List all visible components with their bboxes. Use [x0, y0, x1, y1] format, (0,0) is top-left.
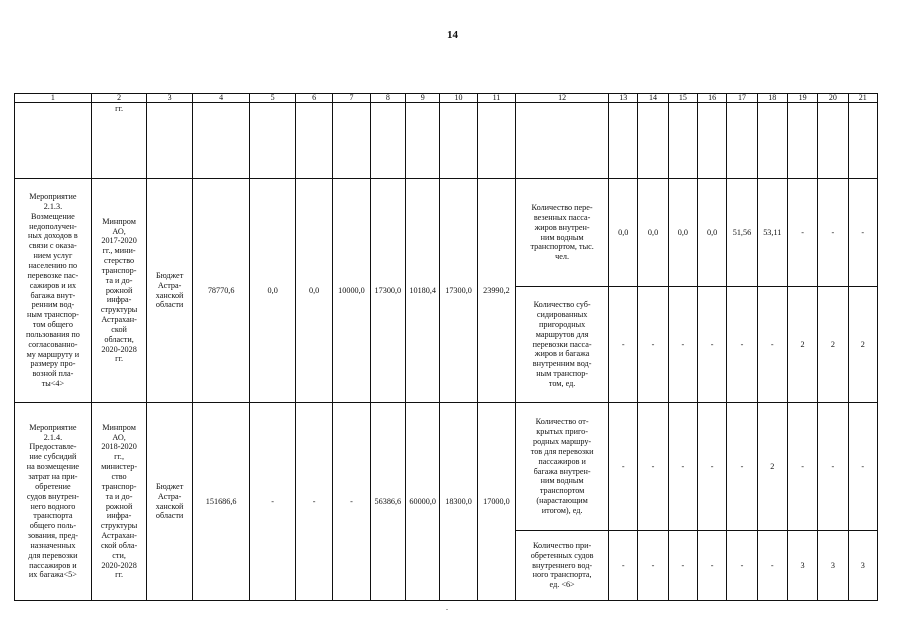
indicator-value: -	[727, 531, 757, 601]
carry-over-cell: гг.	[91, 103, 147, 179]
indicator-value: -	[848, 403, 877, 531]
year-amount: 17300,0	[440, 179, 477, 403]
column-number: 10	[440, 94, 477, 103]
carry-over-row	[15, 103, 878, 179]
column-number: 20	[818, 94, 848, 103]
year-amount: 23990,2	[477, 179, 515, 403]
indicator-value: -	[757, 531, 787, 601]
executor: Минпром АО, 2017-2020 гг., мини- стерство транспор- та и до- рожной инфра- структуры Астрахан- ской области, 2020-2028 гг.	[91, 179, 147, 403]
measure-name: Мероприятие 2.1.3. Возмещение недополучен- ных доходов в связи с оказа- нием услуг населению по перевозке пас- сажиров и их багажа внут- ренним вод- ным транспор- том общего пользования по согласованно- му маршруту и размеру про- возной пла- ты<4>	[15, 179, 92, 403]
year-amount: 17000,0	[477, 403, 515, 601]
indicator-value: -	[757, 287, 787, 403]
funding-source: Бюджет Астра- ханской области	[147, 403, 192, 601]
table-row	[15, 179, 878, 287]
year-amount: 0,0	[295, 179, 332, 403]
year-amount: -	[295, 403, 332, 601]
indicator-value: -	[698, 403, 727, 531]
column-number: 18	[757, 94, 787, 103]
indicator-value: 51,56	[727, 179, 757, 287]
year-amount: 10000,0	[333, 179, 370, 403]
indicator-value: 3	[787, 531, 817, 601]
indicator-value: -	[848, 179, 877, 287]
column-number: 7	[333, 94, 370, 103]
table-row	[15, 403, 878, 531]
indicator-value: -	[818, 179, 848, 287]
indicator-value: -	[698, 287, 727, 403]
column-number: 2	[91, 94, 147, 103]
column-number: 17	[727, 94, 757, 103]
indicator-value: -	[638, 531, 668, 601]
indicator-value: -	[609, 403, 638, 531]
column-number: 3	[147, 94, 192, 103]
indicator-name: Количество суб- сидированных пригородных маршрутов для перевозки пасса- жиров и багажа внутренним вод- ным транспор- том, ед.	[516, 287, 609, 403]
funding-source: Бюджет Астра- ханской области	[147, 179, 192, 403]
indicator-value: -	[638, 403, 668, 531]
year-amount: 10180,4	[406, 179, 440, 403]
column-number: 12	[516, 94, 609, 103]
year-amount: -	[333, 403, 370, 601]
year-amount: 60000,0	[406, 403, 440, 601]
column-number: 6	[295, 94, 332, 103]
total-amount: 151686,6	[192, 403, 250, 601]
executor: Минпром АО, 2018-2020 гг., министер- ство транспор- та и до- рожной инфра- структуры Астрахан- ской обла- сти, 2020-2028 гг.	[91, 403, 147, 601]
program-table	[14, 93, 878, 601]
measure-name: Мероприятие 2.1.4. Предоставле- ние субсидий на возмещение затрат на при- обретение судов внутрен- него водного транспорта общего поль- зования, пред- назначенных для перевозки пассажиров и их багажа<5>	[15, 403, 92, 601]
footer-mark: .	[446, 603, 448, 612]
indicator-value: 3	[848, 531, 877, 601]
column-number: 13	[609, 94, 638, 103]
year-amount: 18300,0	[440, 403, 477, 601]
column-number: 19	[787, 94, 817, 103]
year-amount: 56386,6	[370, 403, 405, 601]
indicator-value: -	[609, 531, 638, 601]
indicator-value: -	[668, 403, 697, 531]
indicator-value: 53,11	[757, 179, 787, 287]
column-number: 5	[250, 94, 295, 103]
column-number: 16	[698, 94, 727, 103]
indicator-value: -	[787, 179, 817, 287]
indicator-value: 0,0	[609, 179, 638, 287]
indicator-value: 2	[787, 287, 817, 403]
column-number: 1	[15, 94, 92, 103]
indicator-name: Количество от- крытых приго- родных маршру- тов для перевозки пассажиров и багажа внутрен- ним водным транспортом (нарастающим итогом), ед.	[516, 403, 609, 531]
column-number: 21	[848, 94, 877, 103]
indicator-value: -	[668, 287, 697, 403]
indicator-value: -	[818, 403, 848, 531]
column-number: 15	[668, 94, 697, 103]
total-amount: 78770,6	[192, 179, 250, 403]
column-number: 11	[477, 94, 515, 103]
indicator-value: 0,0	[668, 179, 697, 287]
column-number: 8	[370, 94, 405, 103]
year-amount: -	[250, 403, 295, 601]
indicator-value: 2	[757, 403, 787, 531]
indicator-value: -	[609, 287, 638, 403]
indicator-value: -	[727, 287, 757, 403]
indicator-value: -	[698, 531, 727, 601]
indicator-value: 0,0	[638, 179, 668, 287]
column-number-row	[15, 94, 878, 103]
column-number: 9	[406, 94, 440, 103]
indicator-value: 3	[818, 531, 848, 601]
indicator-value: 0,0	[698, 179, 727, 287]
indicator-name: Количество при- обретенных судов внутреннего вод- ного транспорта, ед. <6>	[516, 531, 609, 601]
page-number: 14	[447, 29, 458, 41]
indicator-value: -	[787, 403, 817, 531]
year-amount: 17300,0	[370, 179, 405, 403]
year-amount: 0,0	[250, 179, 295, 403]
indicator-value: -	[727, 403, 757, 531]
indicator-value: 2	[848, 287, 877, 403]
indicator-value: -	[668, 531, 697, 601]
column-number: 14	[638, 94, 668, 103]
indicator-value: -	[638, 287, 668, 403]
column-number: 4	[192, 94, 250, 103]
indicator-name: Количество пере- везенных пасса- жиров внутрен- ним водным транспортом, тыс. чел.	[516, 179, 609, 287]
indicator-value: 2	[818, 287, 848, 403]
